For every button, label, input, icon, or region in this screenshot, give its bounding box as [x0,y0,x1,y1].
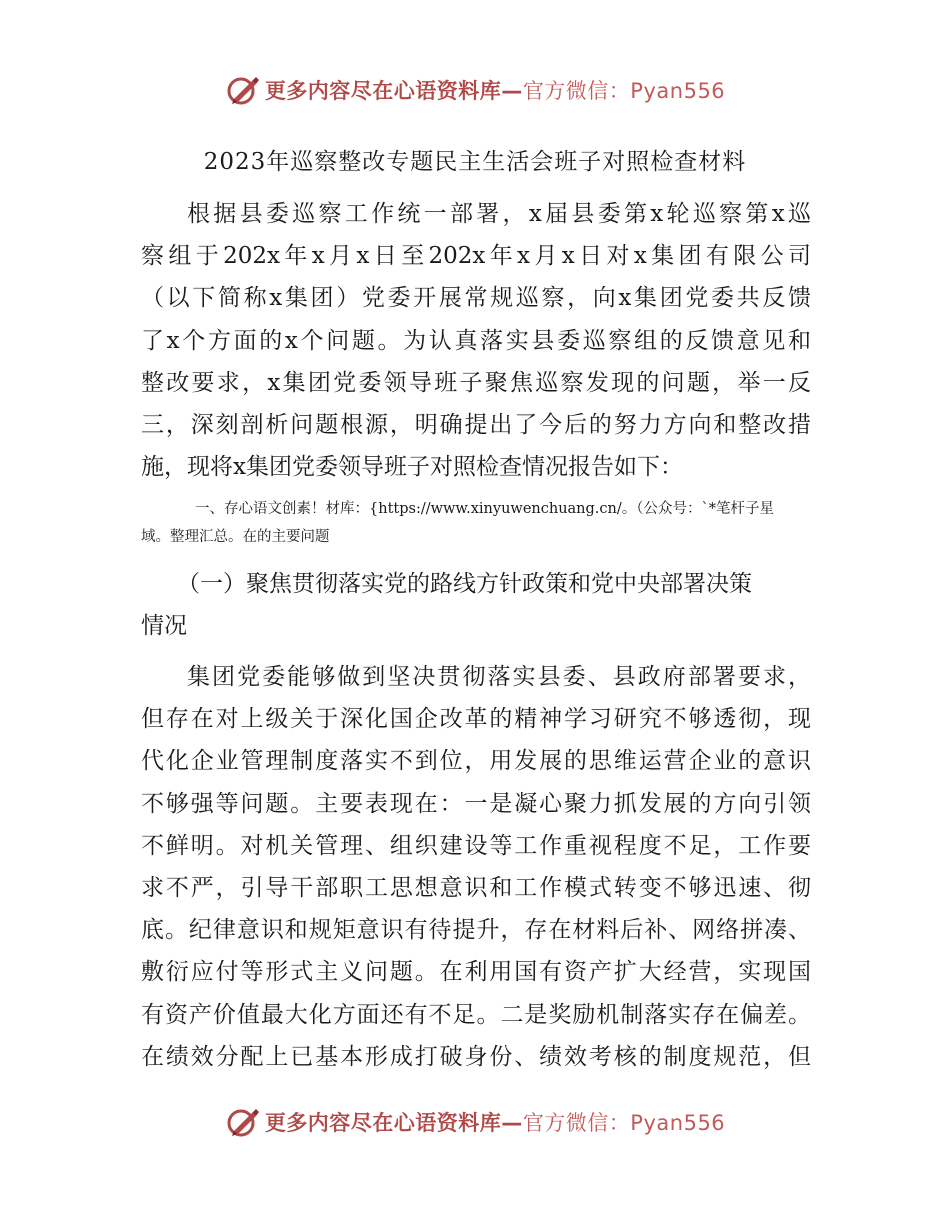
banner-wechat: 官方微信：Pyan556 [522,79,726,103]
body-line: 集团党委能够做到坚决贯彻落实县委、县政府部署要求， [187,664,811,690]
banner-slogan: 更多内容尽在心语资料库— [264,1111,523,1135]
body-line: 敷衍应付等形式主义问题。在利用国有资产扩大经营，实现国 [141,959,811,986]
intro-line: 了x个方面的x个问题。为认真落实县委巡察组的反馈意见和 [141,327,811,354]
intro-line: 整改要求，x集团党委领导班子聚焦巡察发现的问题，举一反 [141,369,811,396]
body-line: 不够强等问题。主要表现在：一是凝心聚力抓发展的方向引领 [141,790,811,817]
body-line: 在绩效分配上已基本形成打破身份、绩效考核的制度规范，但 [141,1043,811,1070]
heading-line: （一）聚焦贯彻落实党的路线方针政策和党中央部署决策 [177,571,752,597]
body-line: 求不严，引导干部职工思想意识和工作模式转变不够迅速、彻 [141,875,811,902]
intro-line: 根据县委巡察工作统一部署，x届县委第x轮巡察第x巡 [187,201,811,227]
body-paragraph [141,656,811,1078]
header-banner [0,70,950,110]
heading-line: 情况 [141,613,187,639]
note-line: 一、存心语文创素！材库：{https://www.xinyuwenchuang.cn/。（公众号：`*笔杆子星 [195,501,774,517]
document-title: 2023年巡察整改专题民主生活会班子对照检查材料 [203,149,747,175]
pen-logo-icon [225,1104,261,1140]
body-line: 但存在对上级关于深化国企改革的精神学习研究不够透彻，现 [141,706,811,733]
intro-line: （以下简称x集团）党委开展常规巡察，向x集团党委共反馈 [141,285,811,312]
intro-line: 三，深刻剖析问题根源，明确提出了今后的努力方向和整改措 [141,412,811,439]
note-line: 域。整理汇总。在的主要问题 [141,529,330,545]
banner-text [265,75,725,105]
intro-line: 施，现将x集团党委领导班子对照检查情况报告如下： [141,454,683,481]
body-line: 不鲜明。对机关管理、组织建设等工作重视程度不足，工作要 [141,832,811,859]
body-line: 代化企业管理制度落实不到位，用发展的思维运营企业的意识 [141,748,811,775]
body-line: 有资产价值最大化方面还有不足。二是奖励机制落实存在偏差。 [141,1001,811,1028]
intro-line: 察组于202x年x月x日至202x年x月x日对x集团有限公司 [141,243,811,270]
section-one-note [141,495,821,551]
pen-logo-icon [225,72,261,108]
banner-slogan: 更多内容尽在心语资料库— [264,79,523,103]
banner-wechat: 官方微信：Pyan556 [522,1111,726,1135]
subsection-heading [141,563,811,647]
footer-banner [0,1102,950,1142]
body-line: 底。纪律意识和规矩意识有待提升，存在材料后补、网络拼凑、 [141,917,811,944]
banner-text [265,1107,725,1137]
intro-paragraph [141,193,811,488]
